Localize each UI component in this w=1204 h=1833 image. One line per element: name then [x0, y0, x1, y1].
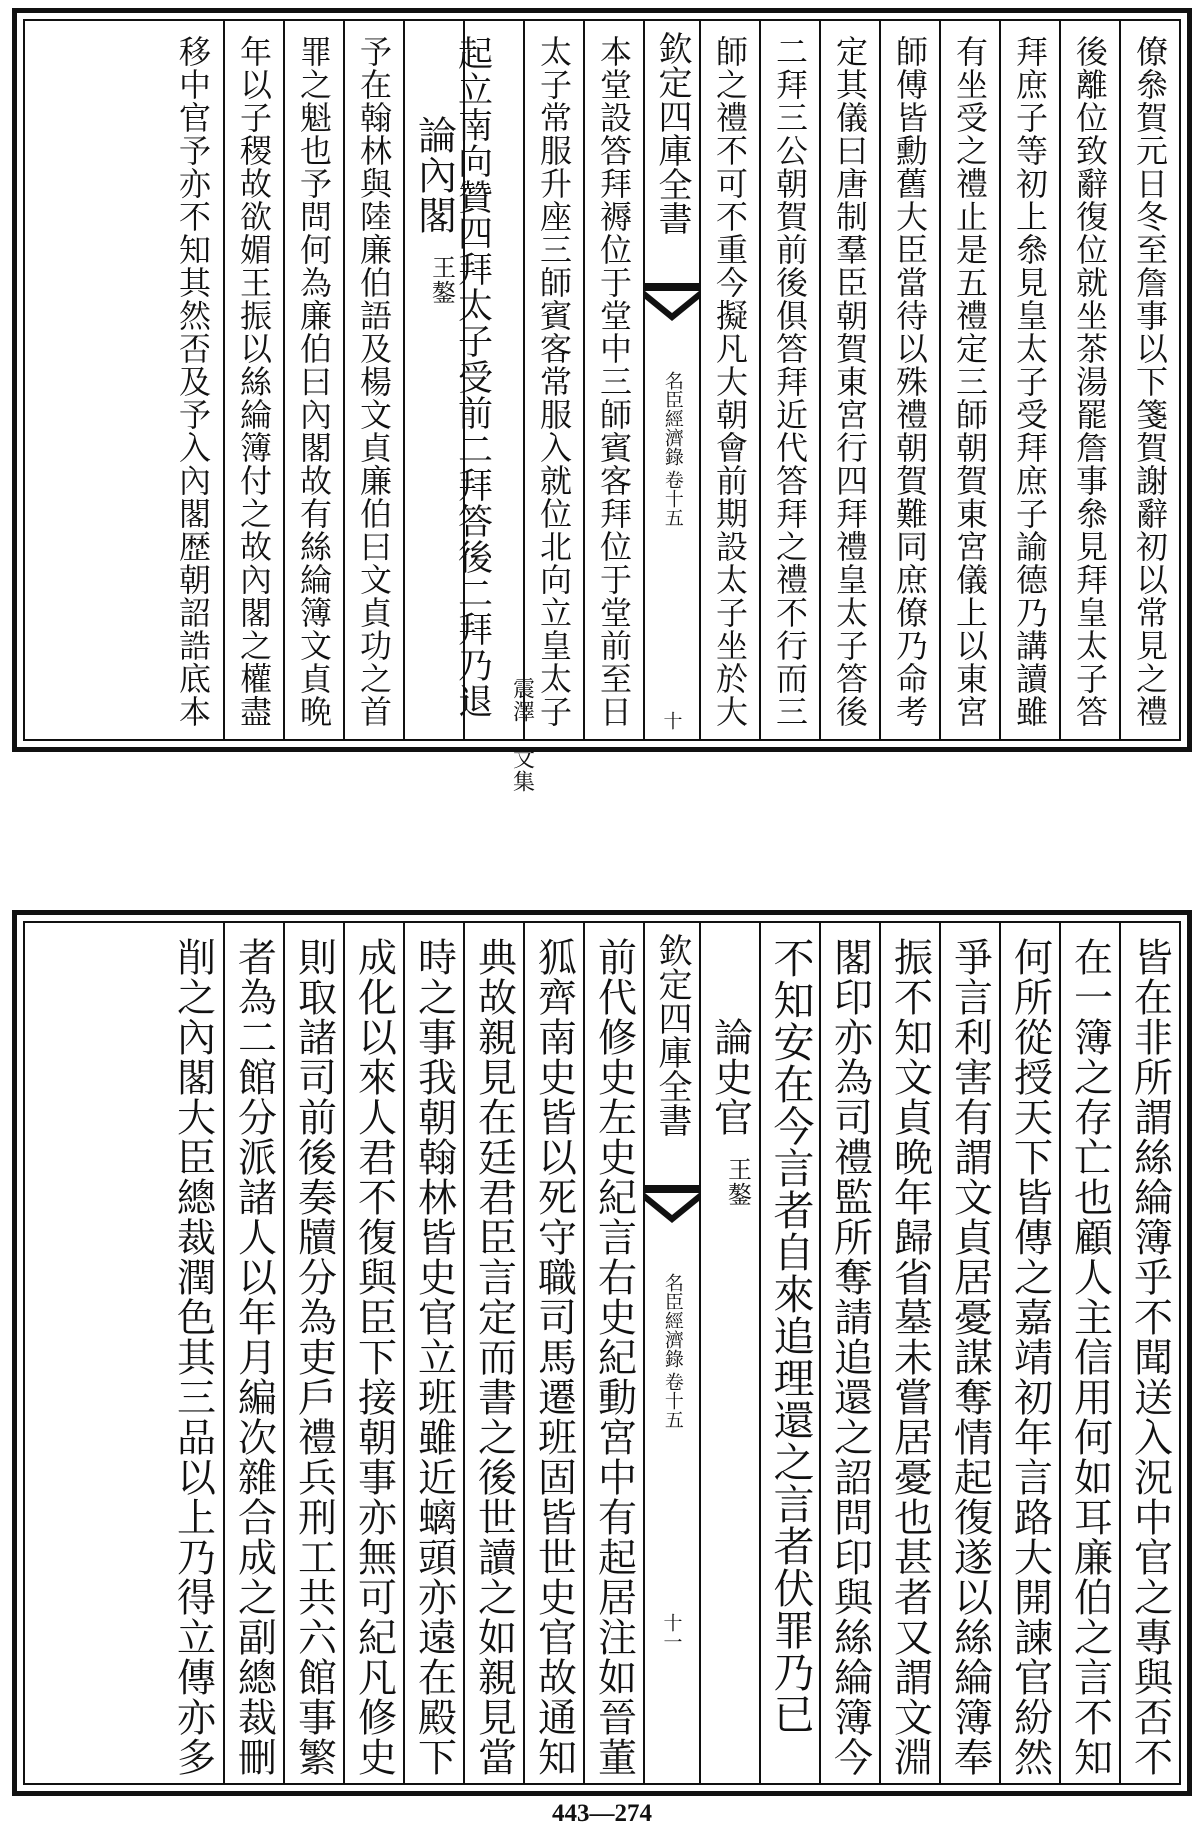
- text-column: [403, 923, 463, 1783]
- section-title: [411, 35, 457, 305]
- text-column: [1059, 21, 1119, 739]
- fish-tail-mark-icon: [645, 283, 699, 323]
- column-text: 時之事我朝翰林皆史官立班雖近螭頭亦遠在殿下: [411, 937, 457, 1777]
- column-text: 移中官予亦不知其然否及予入內閣歴朝詔誥底本: [174, 35, 212, 728]
- text-column: [163, 923, 223, 1783]
- column-text: 師之禮不可不重今擬凡大朝會前期設太子坐於大: [711, 35, 749, 728]
- section-author: 王鏊: [427, 255, 456, 305]
- collection-title: 欽定四庫全書: [652, 31, 692, 235]
- column-text: 者為二館分派諸人以年月編次雜合成之副總裁刪: [231, 937, 277, 1777]
- fold-gutter: [643, 21, 699, 739]
- column-text: 在一簿之存亡也顧人主信用何如耳廉伯之言不知: [1067, 937, 1113, 1777]
- column-text: 拜庶子等初上叅見皇太子受拜庶子諭德乃講讀雖: [1011, 35, 1049, 728]
- section-title-text: 論史官: [707, 1017, 753, 1137]
- column-text: 師傅皆勳舊大臣當待以殊禮朝賀難同庶僚乃命考: [891, 35, 929, 728]
- column-text: 狐齊南史皆以死守職司馬遷班固皆世史官故通知: [531, 937, 577, 1777]
- text-column: [699, 21, 759, 739]
- fold-gutter: [643, 923, 699, 1783]
- column-text: 何所從授天下皆傳之嘉靖初年言路大開諫官紛然: [1007, 937, 1053, 1777]
- text-column: [759, 923, 819, 1783]
- collection-title: 欽定四庫全書: [652, 933, 692, 1137]
- text-column: [583, 923, 643, 1783]
- column-text: 後離位致辭復位就坐茶湯罷詹事叅見拜皇太子答: [1071, 35, 1109, 728]
- text-column: [452, 21, 535, 793]
- column-text: 罪之魁也予問何為廉伯曰內閣故有絲綸簿文貞晩: [295, 35, 333, 728]
- leaf-number: 十: [660, 711, 683, 730]
- column-text: 太子常服升座三師賓客常服入就位北向立皇太子: [535, 35, 573, 728]
- text-column: [583, 21, 643, 739]
- fish-tail-mark-icon: [645, 1185, 699, 1225]
- column-text: 前代修史左史紀言右史紀動宮中有起居注如晉董: [591, 937, 637, 1777]
- text-column: [223, 923, 283, 1783]
- column-text: 皆在非所謂絲綸簿乎不聞送入況中官之專與否不: [1127, 937, 1173, 1777]
- column-text: 有坐受之禮止是五禮定三師朝賀東宮儀上以東宮: [951, 35, 989, 728]
- page-frame: [23, 921, 1181, 1785]
- page-top: [12, 8, 1192, 793]
- column-text: 僚叅賀元日冬至詹事以下箋賀謝辭初以常見之禮: [1131, 35, 1169, 728]
- column-text: 予在翰林與陸廉伯語及楊文貞廉伯曰文貞功之首: [355, 35, 393, 728]
- column-text: 起立南向贊四拜太子受前二拜答後二拜乃退: [452, 35, 493, 719]
- column-text: 不知安在今言者自來追理還之言者伏罪乃已: [766, 937, 815, 1735]
- column-text: 本堂設答拜褥位于堂中三師賓客拜位于堂前至日: [595, 35, 633, 728]
- book-name: 名臣經濟錄: [661, 1273, 684, 1368]
- text-column: [819, 923, 879, 1783]
- text-column: [999, 21, 1059, 739]
- page-number-footer: 443—274: [552, 1800, 652, 1827]
- book-volume-label: [661, 371, 683, 527]
- text-column: [1119, 21, 1179, 739]
- text-column: [819, 21, 879, 739]
- text-column: [1119, 923, 1179, 1783]
- column-text: 年以子稷故欲媚王振以絲綸簿付之故內閣之權盡: [235, 35, 273, 728]
- text-column: [283, 923, 343, 1783]
- column-text: 成化以來人君不復與臣下接朝事亦無可紀凡修史: [351, 937, 397, 1777]
- text-column: [939, 21, 999, 739]
- text-column: [463, 923, 523, 1783]
- volume-number: 卷十五: [661, 470, 684, 527]
- page-bottom: [12, 910, 1192, 1796]
- column-text: 爭言利害有謂文貞居憂謀奪情起復遂以絲綸簿奉: [947, 937, 993, 1777]
- text-column: [999, 923, 1059, 1783]
- column-text: 削之內閣大臣總裁潤色其三品以上乃得立傳亦多: [170, 937, 216, 1777]
- page-frame: [23, 19, 1181, 793]
- column-text: 定其儀曰唐制羣臣朝賀東宮行四拜禮皇太子答後: [831, 35, 869, 728]
- text-column: [879, 923, 939, 1783]
- text-column: [223, 21, 283, 739]
- text-column: [1059, 923, 1119, 1783]
- text-column: [343, 923, 403, 1783]
- text-column: [343, 21, 403, 739]
- book-volume-label: [661, 1273, 683, 1429]
- section-title-text: 論內閣: [411, 115, 457, 235]
- text-column: [163, 21, 223, 739]
- book-name: 名臣經濟錄: [661, 371, 684, 466]
- source-note: 震澤文集: [509, 677, 535, 793]
- section-title-column: [699, 923, 759, 1783]
- column-text: 閣印亦為司禮監所奪請追還之詔問印與絲綸簿今: [827, 937, 873, 1777]
- leaf-number: 十一: [660, 1613, 683, 1651]
- column-text: 振不知文貞晩年歸省墓未嘗居憂也甚者又謂文淵: [887, 937, 933, 1777]
- text-column: [879, 21, 939, 739]
- section-author: 王鏊: [723, 1157, 752, 1207]
- text-column: [523, 21, 583, 739]
- volume-number: 卷十五: [661, 1372, 684, 1429]
- text-column: [939, 923, 999, 1783]
- text-column: [283, 21, 343, 739]
- text-column: [759, 21, 819, 739]
- text-column: [523, 923, 583, 1783]
- column-text: 典故親見在廷君臣言定而書之後世讀之如親見當: [471, 937, 517, 1777]
- column-text: 則取諸司前後奏牘分為吏戶禮兵刑工共六館事繁: [291, 937, 337, 1777]
- column-text: 二拜三公朝賀前後俱答拜近代答拜之禮不行而三: [771, 35, 809, 728]
- section-title: [707, 937, 753, 1207]
